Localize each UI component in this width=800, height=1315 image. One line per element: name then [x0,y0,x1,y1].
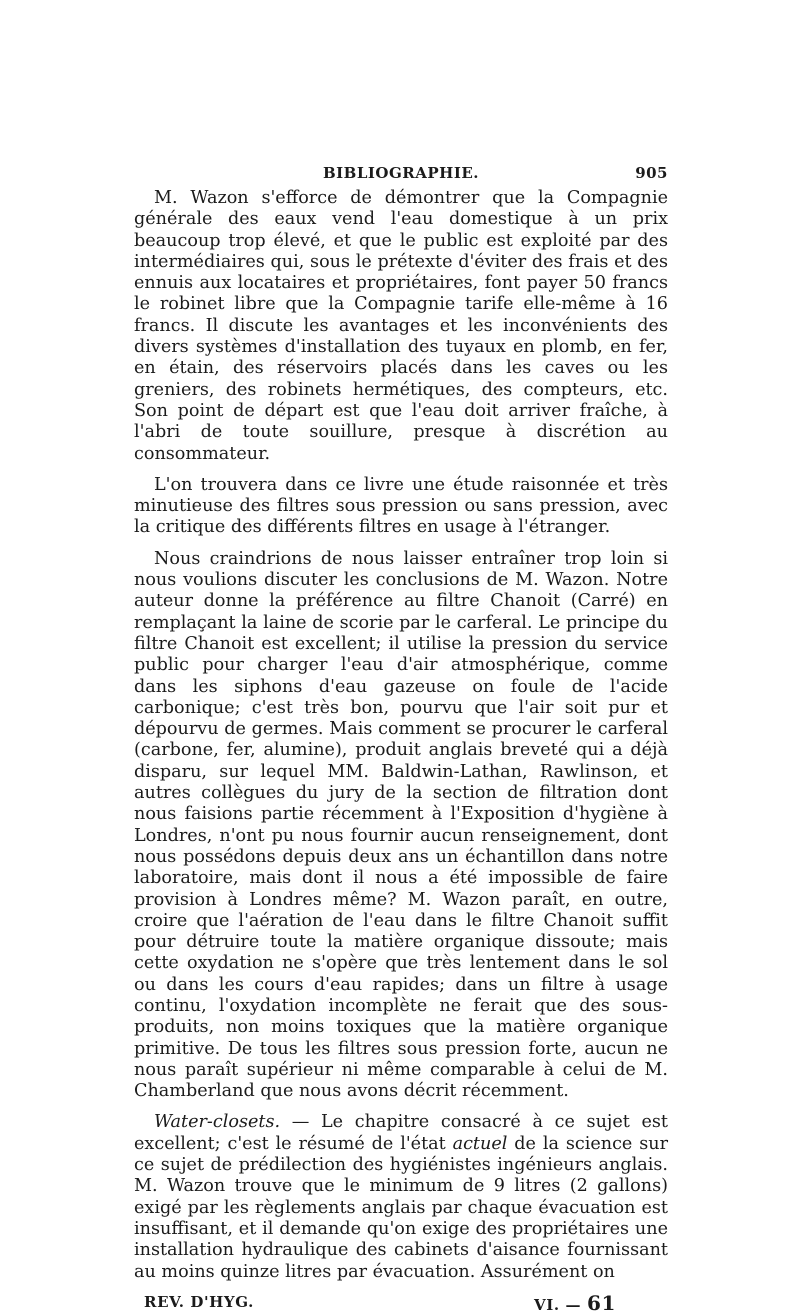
paragraph-filters-study: L'on trouvera dans ce livre une étude raisonnée et très minutieuse des filtres sous pression ou sans pression, avec la critique des différents filtres en usage à l'étranger. [134,474,668,538]
signature-dash: — [559,1295,587,1314]
actuel-italic: actuel [452,1133,508,1154]
page-footer [134,1289,668,1313]
water-closets-heading: Water-closets. [154,1112,281,1133]
book-page [134,164,668,1313]
paragraph-chanoit-filter: Nous craindrions de nous laisser entraîner trop loin si nous voulions discuter les conclusions de M. Wazon. Notre auteur donne la préférence au filtre Chanoit (Carré) en remplaçant la laine de scorie par le carferal. Le principe du filtre Chanoit est excellent; il utilise la pression du service public pour charger l'eau d'air atmosphérique, comme dans les siphons d'eau gazeuse on foule de l'acide carbonique; c'est très bon, pourvu que l'air soit pur et dépourvu de germes. Mais comment se procurer le carferal (carbone, fer, alumine), produit anglais breveté qui a déjà disparu, sur lequel MM. Baldwin-Lathan, Rawlinson, et autres collègues du jury de la section de filtration dont nous faisions partie récemment à l'Exposition d'hygiène à Londres, n'ont pu nous fournir aucun renseignement, dont nous possédons depuis deux ans un échantillon dans notre laboratoire, mais dont il nous a été impossible de faire provision à Londres même? M. Wazon paraît, en outre, croire que l'aération de l'eau dans le filtre Chanoit suffit pour détruire toute la matière organique dissoute; mais cette oxydation ne s'opère que très lentement dans le sol ou dans les cours d'eau rapides; dans un filtre à usage continu, l'oxydation incomplète ne ferait que des sous-produits, non moins toxiques que la matière organique primitive. De tous les filtres sous pression forte, aucun ne nous paraît supérieur ni même comparable à celui de M. Chamberland que nous avons décrit récemment. [134,548,668,1102]
water-closets-text-end: de la science sur ce sujet de prédilection des hygiénistes ingénieurs anglais. M. Wazon trouve que le minimum de 9 litres (2 gallons) exigé par les règlements anglais par chaque évacuation est insuffisant, et il demande qu'on exige des propriétaires une installation hydraulique des cabinets d'aisance fournissant au moins quinze litres par évacuation. Assurément on [134,1133,668,1282]
text-body [134,188,668,1283]
signature-mark [534,1291,616,1315]
running-title: BIBLIOGRAPHIE. [322,164,480,182]
paragraph-wazon-water-pricing: M. Wazon s'efforce de démontrer que la Compagnie générale des eaux vend l'eau domestique à un prix beaucoup trop élevé, et que le public est exploité par des intermédiaires qui, sous le prétexte d'éviter des frais et des ennuis aux locataires et propriétaires, font payer 50 francs le robinet libre que la Compagnie tarife elle-même à 16 francs. Il discute les avantages et les inconvénients des divers systèmes d'installation des tuyaux en plomb, en fer, en étain, des réservoirs placés dans les caves ou les greniers, des robinets hermétiques, des compteurs, etc. Son point de départ est que l'eau doit arriver fraîche, à l'abri de toute souillure, presque à discrétion au consommateur. [134,188,668,464]
page-number: 905 [635,164,668,182]
running-header [134,164,668,186]
water-closets-text-start: — Le chapitre consacré à ce sujet est excellent; c'est le résumé de l'état [134,1112,668,1154]
journal-abbreviation: REV. D'HYG. [144,1292,254,1311]
paragraph-water-closets [134,1112,668,1282]
signature-number: 61 [586,1290,616,1315]
volume-number: VI. [534,1295,560,1314]
